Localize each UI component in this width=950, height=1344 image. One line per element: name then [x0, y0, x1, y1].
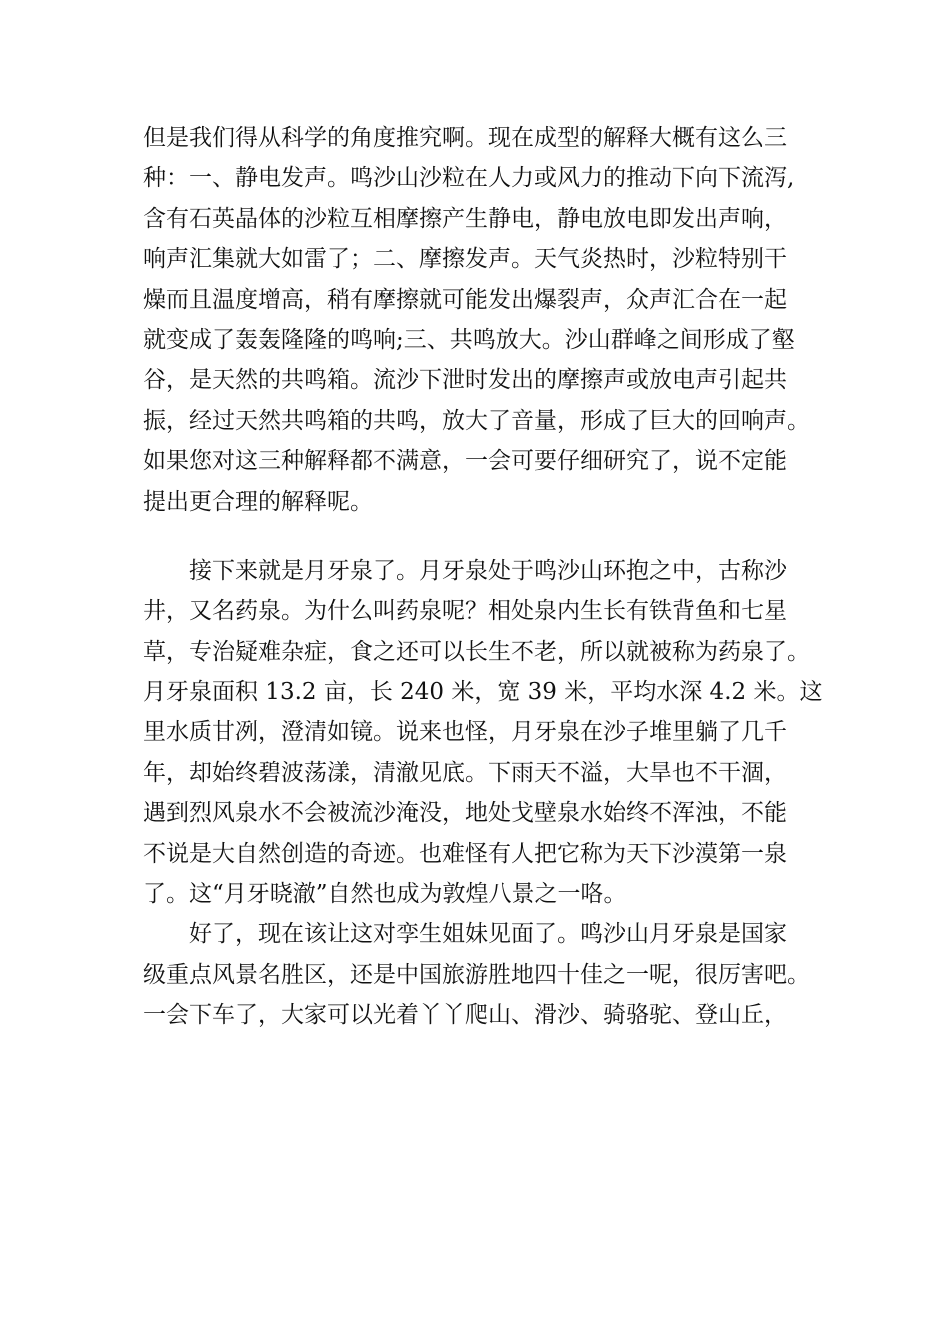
text-line: 草，专治疑难杂症，食之还可以长生不老，所以就被称为药泉了。 — [143, 638, 810, 665]
text-line: 就变成了轰轰隆隆的鸣响;三、共鸣放大。沙山群峰之间形成了壑 — [143, 326, 795, 353]
text-line: 不说是大自然创造的奇迹。也难怪有人把它称为天下沙漠第一泉 — [143, 840, 787, 867]
text-line: 了。这“月牙晓澈”自然也成为敦煌八景之一咯。 — [143, 881, 627, 908]
text-line: 振，经过天然共鸣箱的共鸣，放大了音量，形成了巨大的回响声。 — [143, 407, 810, 434]
paragraph-scenic-area — [143, 914, 843, 1035]
paragraph-crescent-spring — [143, 551, 843, 915]
text-line: 响声汇集就大如雷了；二、摩擦发声。天气炎热时，沙粒特别干 — [143, 246, 787, 273]
text-line: 一会下车了，大家可以光着丫丫爬山、滑沙、骑骆驼、登山丘， — [143, 1002, 787, 1029]
document-body — [143, 118, 843, 1036]
text-line: 谷，是天然的共鸣箱。流沙下泄时发出的摩擦声或放电声引起共 — [143, 367, 787, 394]
text-line: 如果您对这三种解释都不满意，一会可要仔细研究了，说不定能 — [143, 448, 787, 475]
text-line: 提出更合理的解释呢。 — [143, 488, 373, 515]
text-line: 好了，现在该让这对孪生姐妹见面了。鸣沙山月牙泉是国家 — [189, 921, 787, 948]
text-line: 月牙泉面积 13.2 亩，长 240 米，宽 39 米，平均水深 4.2 米。这 — [143, 679, 823, 706]
text-line: 年，却始终碧波荡漾，清澈见底。下雨天不溢，大旱也不干涸， — [143, 759, 787, 786]
text-line: 里水质甘冽，澄清如镜。说来也怪，月牙泉在沙子堆里躺了几千 — [143, 719, 787, 746]
text-line: 但是我们得从科学的角度推究啊。现在成型的解释大概有这么三 — [143, 125, 787, 151]
paragraph-gap — [143, 522, 843, 551]
text-line: 井，又名药泉。为什么叫药泉呢？相处泉内生长有铁背鱼和七星 — [143, 598, 787, 625]
text-line: 遇到烈风泉水不会被流沙淹没，地处戈壁泉水始终不浑浊，不能 — [143, 800, 787, 827]
text-line: 种：一、静电发声。鸣沙山沙粒在人力或风力的推动下向下流泻, — [143, 165, 795, 192]
text-line: 级重点风景名胜区，还是中国旅游胜地四十佳之一呢，很厉害吧。 — [143, 961, 810, 988]
paragraph-sand-explanations — [143, 118, 843, 522]
text-line: 含有石英晶体的沙粒互相摩擦产生静电，静电放电即发出声响， — [143, 205, 787, 232]
text-line: 接下来就是月牙泉了。月牙泉处于鸣沙山环抱之中，古称沙 — [189, 557, 787, 584]
text-line: 燥而且温度增高，稍有摩擦就可能发出爆裂声，众声汇合在一起 — [143, 286, 787, 313]
